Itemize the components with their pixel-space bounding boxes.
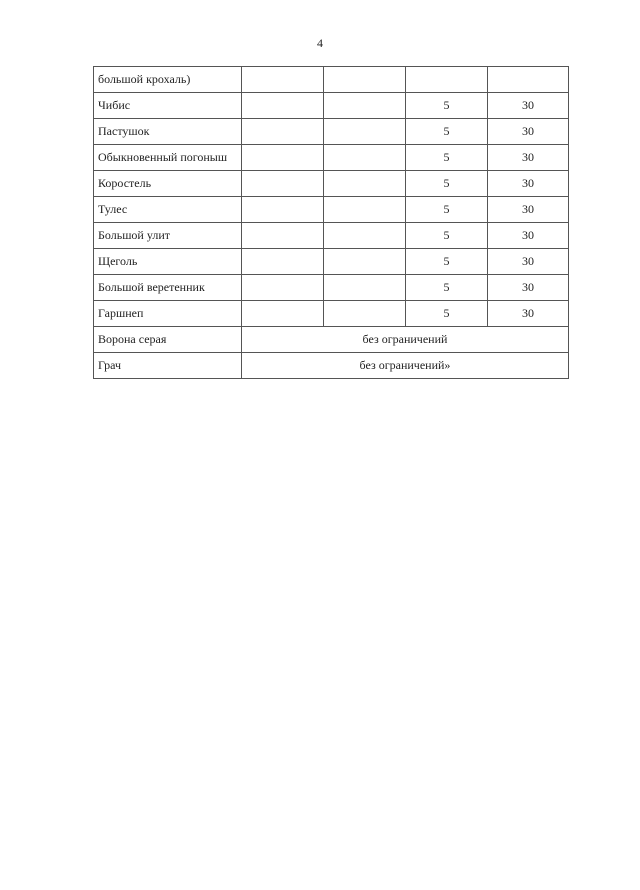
value-cell-1 [242,301,324,327]
species-name-cell: Пастушок [94,119,242,145]
value-cell-4: 30 [488,93,569,119]
species-name-cell: Большой улит [94,223,242,249]
value-cell-4: 30 [488,223,569,249]
value-cell-3: 5 [406,197,488,223]
value-cell-3: 5 [406,93,488,119]
value-cell-3: 5 [406,301,488,327]
value-cell-1 [242,119,324,145]
species-name-cell: Тулес [94,197,242,223]
value-cell-4: 30 [488,197,569,223]
value-cell-1 [242,197,324,223]
value-cell-2 [324,67,406,93]
species-name-cell: Ворона серая [94,327,242,353]
table-row [94,275,569,301]
table-row [94,197,569,223]
value-cell-2 [324,249,406,275]
table-row [94,171,569,197]
species-name-cell: Большой веретенник [94,275,242,301]
value-cell-4: 30 [488,145,569,171]
value-cell-2 [324,171,406,197]
value-cell-2 [324,119,406,145]
value-cell-3: 5 [406,223,488,249]
value-cell-3: 5 [406,275,488,301]
species-name-cell: Гаршнеп [94,301,242,327]
value-cell-1 [242,93,324,119]
value-cell-4: 30 [488,171,569,197]
species-limits-table [93,66,569,379]
value-cell-3: 5 [406,249,488,275]
value-cell-2 [324,275,406,301]
page-number: 4 [317,36,323,50]
table-row [94,301,569,327]
value-cell-2 [324,301,406,327]
value-cell-2 [324,145,406,171]
value-cell-1 [242,275,324,301]
value-cell-1 [242,171,324,197]
value-cell-4: 30 [488,275,569,301]
species-name-cell: Грач [94,353,242,379]
value-cell-4 [488,67,569,93]
value-cell-2 [324,223,406,249]
species-name-cell: Обыкновенный погоныш [94,145,242,171]
table-row [94,327,569,353]
value-cell-4: 30 [488,119,569,145]
value-cell-1 [242,145,324,171]
value-cell-2 [324,197,406,223]
table-row [94,249,569,275]
value-cell-1 [242,223,324,249]
species-name-cell: Коростель [94,171,242,197]
value-cell-2 [324,93,406,119]
value-cell-3 [406,67,488,93]
table-row [94,353,569,379]
species-name-cell: большой крохаль) [94,67,242,93]
merged-value-cell: без ограничений [242,327,569,353]
value-cell-1 [242,249,324,275]
table-row [94,119,569,145]
table-row [94,223,569,249]
value-cell-4: 30 [488,249,569,275]
table-row [94,145,569,171]
table-row [94,67,569,93]
value-cell-3: 5 [406,119,488,145]
species-name-cell: Щеголь [94,249,242,275]
table-row [94,93,569,119]
value-cell-1 [242,67,324,93]
value-cell-3: 5 [406,145,488,171]
value-cell-3: 5 [406,171,488,197]
value-cell-4: 30 [488,301,569,327]
merged-value-cell: без ограничений» [242,353,569,379]
species-name-cell: Чибис [94,93,242,119]
